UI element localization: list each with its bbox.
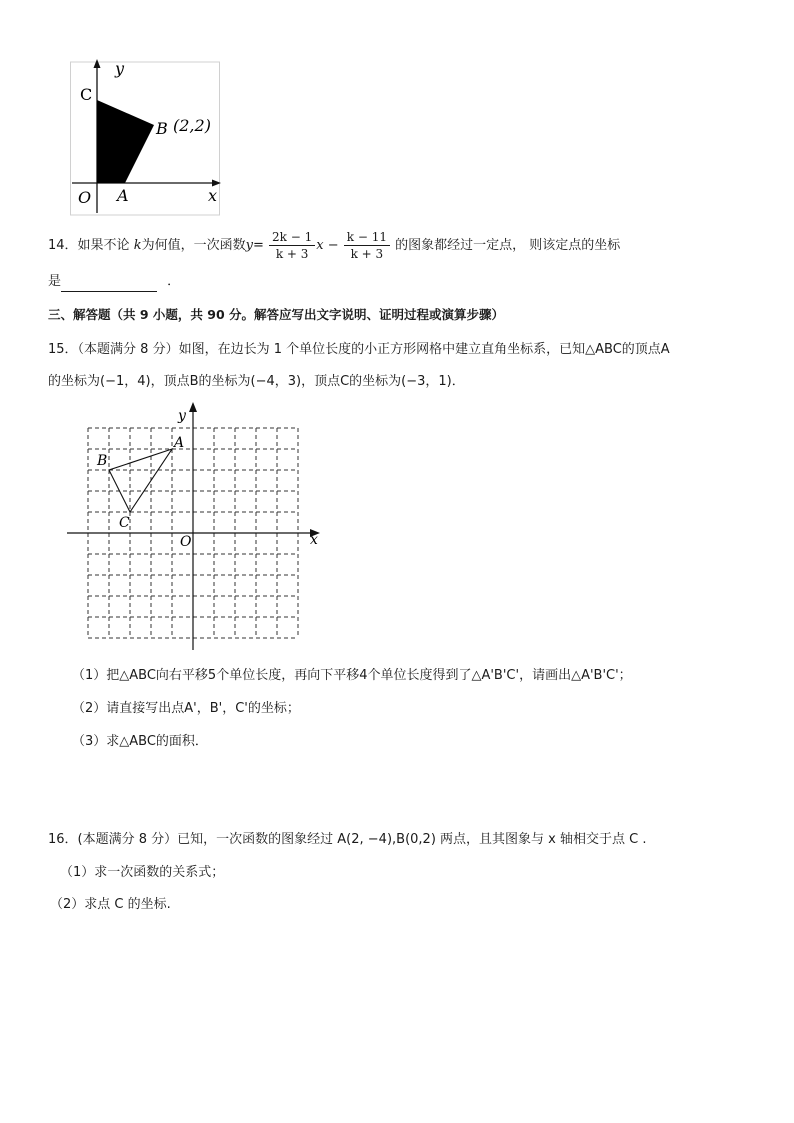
grid-point-c: C [119,515,130,531]
question-14 [48,226,620,266]
point-a-label: A [117,186,129,205]
x-axis-label: x [208,186,218,205]
q15-sub3: （3）求△ABC的面积． [72,734,208,749]
point-b-coord: (2,2) [173,116,211,135]
q16-sub2: （2）求点 C 的坐标. [50,897,171,912]
q14-func-y: y [245,238,253,253]
q14-fraction-1 [269,229,315,262]
point-b-label: B [156,119,168,138]
q14-eq: = [252,238,264,253]
q14-mid: x − [316,238,339,253]
figure-13-svg [70,55,222,217]
q14-text-c: 的图象都经过一定点， 则该定点的坐标 [395,238,621,253]
q14-frac2-num: k − 11 [344,229,390,246]
q14-var-k: k [133,238,142,253]
section-3-heading: 三、解答题（共 9 小题，共 90 分。解答应写出文字说明、证明过程或演算步骤） [48,307,505,322]
figure-13 [70,55,222,217]
q16-sub1: （1）求一次函数的关系式； [60,865,225,880]
quadrilateral-shape [97,100,154,183]
triangle-abc [109,449,172,512]
figure-15 [64,400,324,655]
q14-text-b: 为何值，一次函数 [141,238,246,253]
origin-label: O [78,188,92,207]
q14-frac2-den: k + 3 [350,247,384,261]
q15-line1: 15．（本题满分 8 分）如图，在边长为 1 个单位长度的小正方形网格中建立直角坐标系，已知△ABC的顶点A [48,342,670,357]
q15-sub1: （1）把△ABC向右平移5个单位长度，再向下平移4个单位长度得到了△A'B'C'，请画出△A'B'C'； [72,668,632,683]
y-axis-label: y [115,59,125,78]
q15-line2: 的坐标为(−1，4)，顶点B的坐标为(−4，3)，顶点C的坐标为(−3，1)． [48,374,465,389]
grid-y-label: y [178,408,186,424]
q14-frac1-num: 2k − 1 [269,229,315,246]
q14-frac1-den: k + 3 [275,247,309,261]
q14-answer-blank[interactable] [61,277,157,292]
q14-end: ． [167,274,181,289]
figure-15-svg [64,400,324,655]
point-c-label: C [80,85,93,104]
grid-x-label: x [310,532,318,548]
grid-y-arrow [189,402,197,412]
q14-number: 14． [48,238,78,253]
q14-fraction-2 [344,229,390,262]
grid-point-b: B [97,453,108,469]
q16-line1: 16．(本题满分 8 分）已知，一次函数的图象经过 A(2, −4),B(0,2) 两点，且其图象与 x 轴相交于点 C . [48,832,647,847]
q15-sub2: （2）请直接写出点A'，B'，C'的坐标； [72,701,300,716]
question-14-line2 [48,272,180,292]
q14-text-a: 如果不论 [77,238,130,253]
grid-origin-label: O [180,534,192,550]
grid-point-a: A [174,435,185,451]
q14-text-d: 是 [48,274,62,289]
y-axis-arrow [94,59,101,68]
